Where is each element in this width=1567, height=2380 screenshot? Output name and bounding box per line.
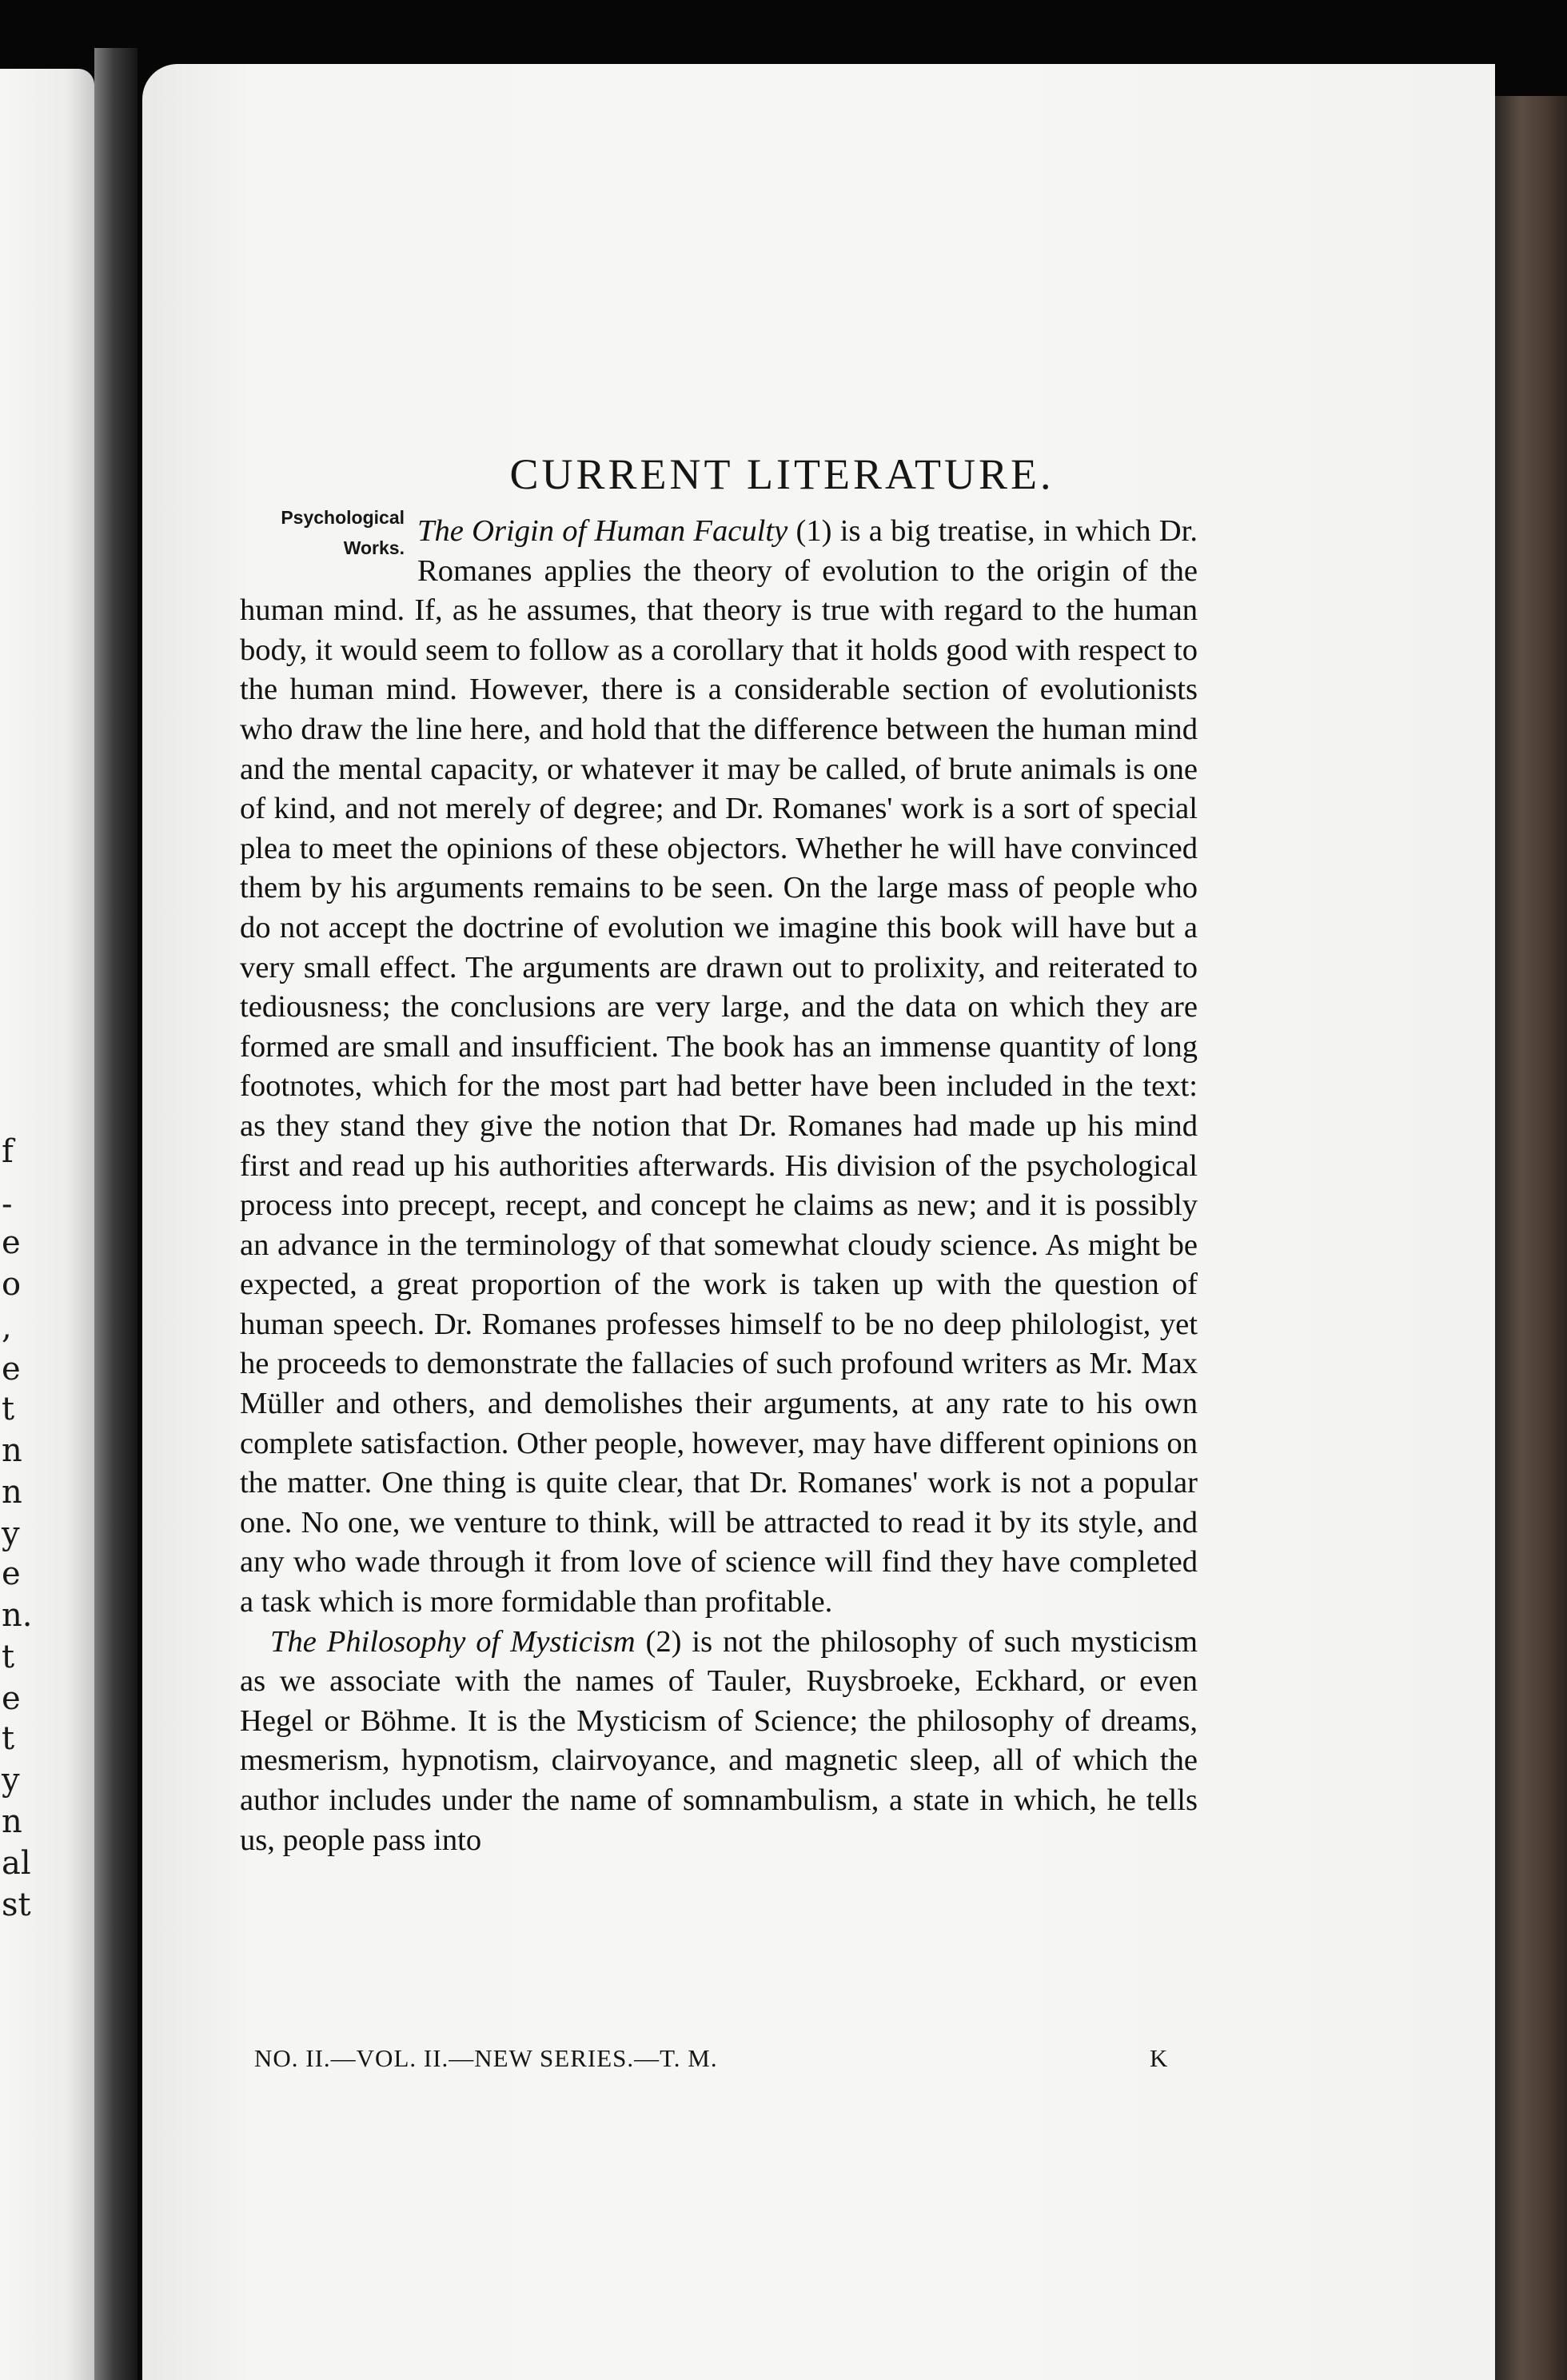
facing-page-edge [0, 69, 94, 2380]
facing-page-fragment: o [2, 1266, 22, 1303]
facing-page-fragment: t [2, 1639, 15, 1675]
facing-page-fragment: n. [2, 1597, 33, 1634]
book-edge-right [1495, 96, 1567, 2380]
page [142, 64, 1495, 2380]
margin-heading-line: Works. [343, 537, 405, 558]
margin-note-space [240, 512, 417, 585]
imprint-line: NO. II.—VOL. II.—NEW SERIES.—T. M. [254, 2044, 718, 2072]
facing-page-fragment: n [2, 1803, 22, 1840]
facing-page-fragment: n [2, 1432, 22, 1469]
article-body [240, 512, 1198, 1860]
facing-page-fragment: f [2, 1133, 14, 1170]
paragraph: The Philosophy of Mysticism (2) is not the philosophy of such mysticism as we associate with the names of Tauler, Ruysbroeke, Eckhard, or even Hegel or Böhme. It is the Mysticism of Science; the philosophy of dreams, mesmerism, hypnotism, clairvoyance, and magnetic sleep, all of which the author includes under the name of somnambulism, a state in which, he tells us, people pass into [240, 1624, 1198, 1857]
facing-page-fragment: t [2, 1720, 15, 1757]
facing-page-fragment: e [2, 1224, 21, 1261]
facing-page-fragment: , [2, 1309, 12, 1346]
facing-page-fragment: t [2, 1391, 15, 1428]
facing-page-fragment: y [2, 1762, 20, 1799]
page-footer [254, 2044, 1198, 2073]
paragraph: The Origin of Human Faculty (1) is a big treatise, in which Dr. Romanes applies the theory of evolution to the origin of the human mind. If, as he assumes, that theory is true with regard to the human body, it would seem to follow as a corollary that it holds good with respect to the human mind. However, there is a considerable section of evolutionists who draw the line here, and hold that the difference between the human mind and the mental capacity, or whatever it may be called, of brute animals is one of kind, and not merely of degree; and Dr. Romanes' work is a sort of special plea to meet the opinions of these objectors. Whether he will have convinced them by his arguments remains to be seen. On the large mass of people who do not accept the doctrine of evolution we imagine this book will have but a very small effect. The arguments are drawn out to prolixity, and reiterated to tediousness; the conclusions are very large, and the data on which they are formed are small and insufficient. The book has an immense quantity of long footnotes, which for the most part had better have been included in the text: as they stand they give the notion that Dr. Romanes had made up his mind first and read up his authorities afterwards. His division of the psychological process into precept, recept, and concept he claims as new; and it is possibly an advance in the terminology of that somewhat cloudy science. As might be expected, a great proportion of the work is taken up with the question of human speech. Dr. Romanes professes himself to be no deep philologist, yet he proceeds to demonstrate the fallacies of such profound writers as Mr. Max Müller and others, and demolishes their arguments, at any rate to his own complete satisfaction. Other people, however, may have different opinions on the matter. One thing is quite clear, that Dr. Romanes' work is not a popular one. No one, we venture to think, will be attracted to read it by its style, and any who wade through it from love of science will find they have completed a task which is more formidable than profitable. [240, 514, 1198, 1619]
facing-page-fragment: y [2, 1515, 20, 1552]
facing-page-fragment: e [2, 1351, 21, 1388]
facing-page-fragment: al [2, 1845, 31, 1882]
margin-heading-line: Psychological [281, 507, 405, 528]
book-title: The Philosophy of Mysticism [270, 1624, 636, 1659]
signature-mark: K [1150, 2044, 1169, 2072]
page-title: CURRENT LITERATURE. [509, 450, 1055, 498]
book-gutter [94, 48, 138, 2380]
facing-page-fragment: e [2, 1555, 21, 1592]
facing-page-fragment: - [2, 1186, 13, 1223]
book-title: The Origin of Human Faculty [417, 514, 788, 548]
facing-page-fragment: st [2, 1887, 31, 1923]
facing-page-fragment: n [2, 1474, 22, 1511]
facing-page-fragment: e [2, 1680, 21, 1717]
